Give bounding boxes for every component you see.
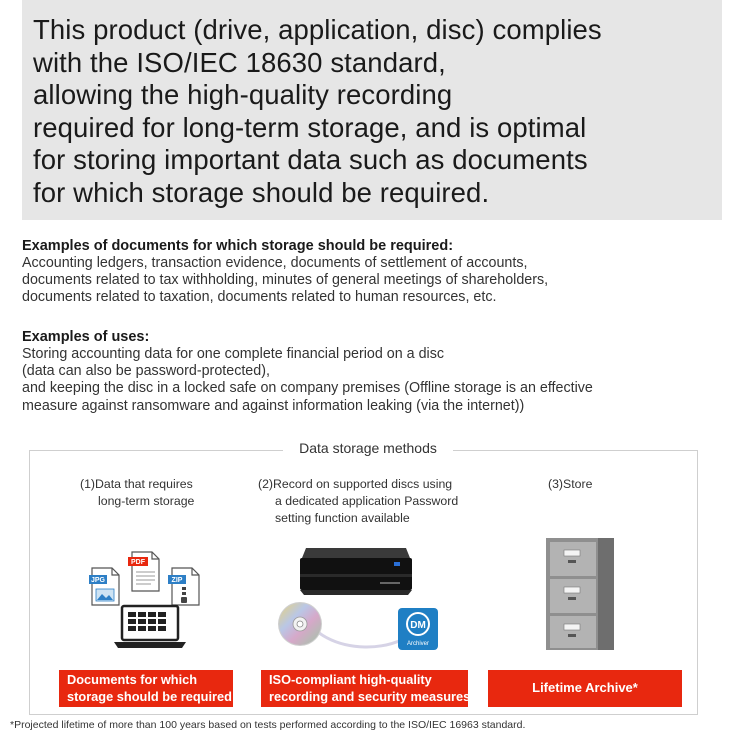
dm-archiver-app-icon xyxy=(398,608,438,650)
step-2-result-line: recording and security measures xyxy=(269,688,471,704)
documents-laptop-illustration xyxy=(86,548,216,658)
step-2-result-line: ISO-compliant high-quality xyxy=(269,672,432,687)
drive-disc-app-illustration xyxy=(276,540,446,660)
step-2-line: setting function available xyxy=(275,511,410,525)
step-1-line: long-term storage xyxy=(98,494,195,508)
headline-line: This product (drive, application, disc) complies xyxy=(33,14,602,45)
documents-heading: Examples of documents for which storage should be required: xyxy=(22,238,454,254)
headline-line: for which storage should be required. xyxy=(33,176,490,208)
uses-section xyxy=(22,328,722,415)
step-1-result-line: Documents for which xyxy=(67,672,198,687)
dm-label: DM xyxy=(410,620,426,631)
uses-line: Storing accounting data for one complete financial period on a disc xyxy=(22,346,445,362)
step-3-result-line: Lifetime Archive* xyxy=(532,680,638,696)
uses-line: and keeping the disc in a locked safe on company premises (Offline storage is an effective xyxy=(22,380,593,397)
archiver-label: Archiver xyxy=(406,641,430,647)
storage-methods-title: Data storage methods xyxy=(283,440,453,456)
step-2-line: a dedicated application Password xyxy=(275,494,459,508)
uses-heading: Examples of uses: xyxy=(22,329,150,345)
filing-cabinet-icon xyxy=(546,538,614,650)
step-2-line: (2)Record on supported discs using xyxy=(258,477,453,491)
pdf-file-icon xyxy=(128,552,159,591)
headline-line: allowing the high-quality recording xyxy=(33,79,453,110)
step-3-result-box xyxy=(488,670,682,707)
step-2-result-box xyxy=(261,670,471,707)
headline-line: required for long-term storage, and is optimal xyxy=(33,111,587,143)
step-3-text xyxy=(548,476,592,493)
step-1-result-box xyxy=(59,670,233,707)
optical-drive-icon xyxy=(300,548,412,595)
headline-line: for storing important data such as documents xyxy=(33,144,588,175)
jpg-file-icon xyxy=(89,568,119,605)
jpg-label: JPG xyxy=(90,577,106,584)
step-3-line: (3)Store xyxy=(548,477,593,491)
uses-line: (data can also be password-protected), xyxy=(22,363,270,380)
step-2-text xyxy=(258,476,458,527)
filing-cabinet-illustration xyxy=(542,534,618,654)
disc-icon xyxy=(278,602,322,646)
step-1-text xyxy=(80,476,194,510)
pdf-label: PDF xyxy=(131,559,145,566)
zip-label: ZIP xyxy=(171,577,183,584)
step-1-line: (1)Data that requires xyxy=(80,477,193,491)
documents-line: documents related to taxation, documents related to human resources, etc. xyxy=(22,289,497,306)
headline-banner xyxy=(22,0,722,220)
uses-line: measure against ransomware and against information leaking (via the internet)) xyxy=(22,397,525,414)
documents-line: documents related to tax withholding, minutes of general meetings of shareholders, xyxy=(22,272,549,289)
step-1-result-line: storage should be required xyxy=(67,688,232,704)
laptop-icon xyxy=(114,606,186,648)
headline-line: with the ISO/IEC 18630 standard, xyxy=(33,46,446,78)
documents-section xyxy=(22,237,722,307)
zip-file-icon xyxy=(168,568,199,605)
storage-methods-title-wrap xyxy=(0,440,736,456)
documents-line: Accounting ledgers, transaction evidence, documents of settlement of accounts, xyxy=(22,255,528,271)
footnote: *Projected lifetime of more than 100 years based on tests performed according to the ISO/IEC 16963 standard. xyxy=(10,719,526,731)
